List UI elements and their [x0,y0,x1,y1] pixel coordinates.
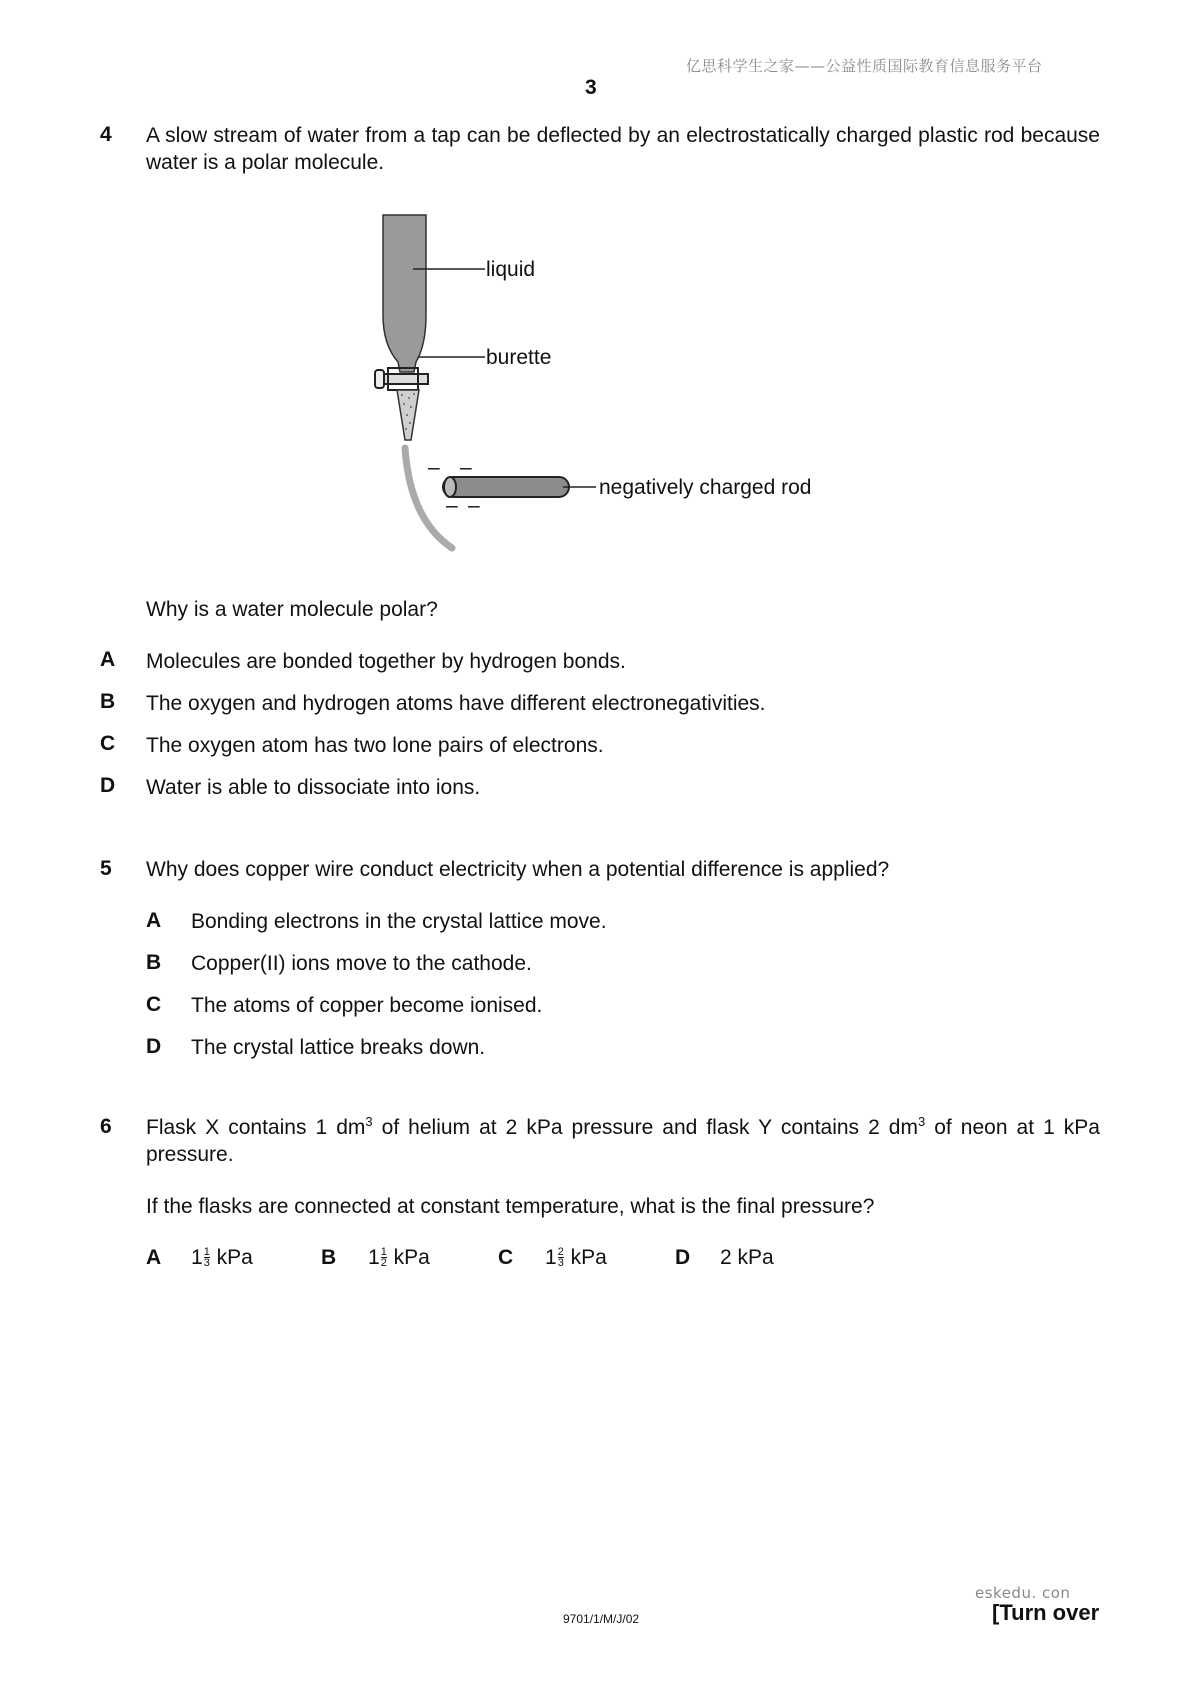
q6-option-letter: B [321,1245,337,1269]
charge-mark: – [428,456,440,479]
q5-option-letter: B [146,951,162,974]
charge-mark: – [460,456,472,479]
label-liquid: liquid [486,258,536,281]
q5-option-text: The crystal lattice breaks down. [191,1036,486,1059]
q6-options-row [146,1244,774,1271]
q4-option-text: Molecules are bonded together by hydrogen bonds. [146,650,626,673]
question-4-number: 4 [100,123,112,146]
charged-rod [443,477,569,497]
q4-option-text: The oxygen atom has two lone pairs of electrons. [146,734,604,757]
paper-code: 9701/1/M/J/02 [563,1612,640,1626]
tap-handle [375,370,384,388]
question-6-prompt: If the flasks are connected at constant temperature, what is the final pressure? [146,1195,875,1218]
question-6-number: 6 [100,1115,112,1138]
q6-option-letter: D [675,1245,691,1269]
q4-option-text: Water is able to dissociate into ions. [146,776,481,799]
q4-option-letter: A [100,648,116,671]
q6-option-value: 1 $\frac{1}{2}$ kPa [368,1246,430,1269]
label-rod: negatively charged rod [599,476,812,499]
q5-option-text: Copper(II) ions move to the cathode. [191,952,532,975]
charge-mark: – [468,494,480,517]
q6-option-letter: C [498,1245,514,1269]
q5-option-letter: D [146,1035,162,1058]
question-4-stem: A slow stream of water from a tap can be deflected by an electrostatically charged plastic rod because water is a polar molecule. [146,124,1100,174]
q4-option-letter: D [100,774,116,797]
q4-option-letter: C [100,732,116,755]
label-burette: burette [486,346,552,369]
q6-option-value: 1 $\frac{2}{3}$ kPa [545,1246,607,1269]
question-5-prompt: Why does copper wire conduct electricity when a potential difference is applied? [146,858,890,881]
site-watermark: eskedu. con [975,1584,1071,1602]
burette-liquid [383,215,426,372]
q5-option-text: Bonding electrons in the crystal lattice move. [191,910,607,933]
q5-option-letter: C [146,993,162,1016]
question-5-number: 5 [100,857,112,880]
turn-over-label: [Turn over [992,1600,1100,1625]
q6-option-letter: A [146,1245,162,1269]
q4-option-letter: B [100,690,116,713]
question-6-stem: Flask X contains 1 $dm^3$ of helium at 2 kPa pressure and flask Y contains 2 $dm^3$ of neon at 1 kPa pressure. [146,1114,1100,1166]
charge-mark: – [446,494,458,517]
question-4-prompt: Why is a water molecule polar? [146,598,438,621]
q6-option-value: 1 $\frac{1}{3}$ kPa [191,1246,253,1269]
q4-option-text: The oxygen and hydrogen atoms have different electronegativities. [146,692,766,715]
q5-option-text: The atoms of copper become ionised. [191,994,543,1017]
page-number: 3 [585,76,597,99]
burette-diagram [0,0,1190,600]
watermark-text: 亿思科学生之家——公益性质国际教育信息服务平台 [686,57,1043,75]
q5-option-letter: A [146,909,162,932]
q6-option-value: 2 kPa [720,1246,774,1269]
